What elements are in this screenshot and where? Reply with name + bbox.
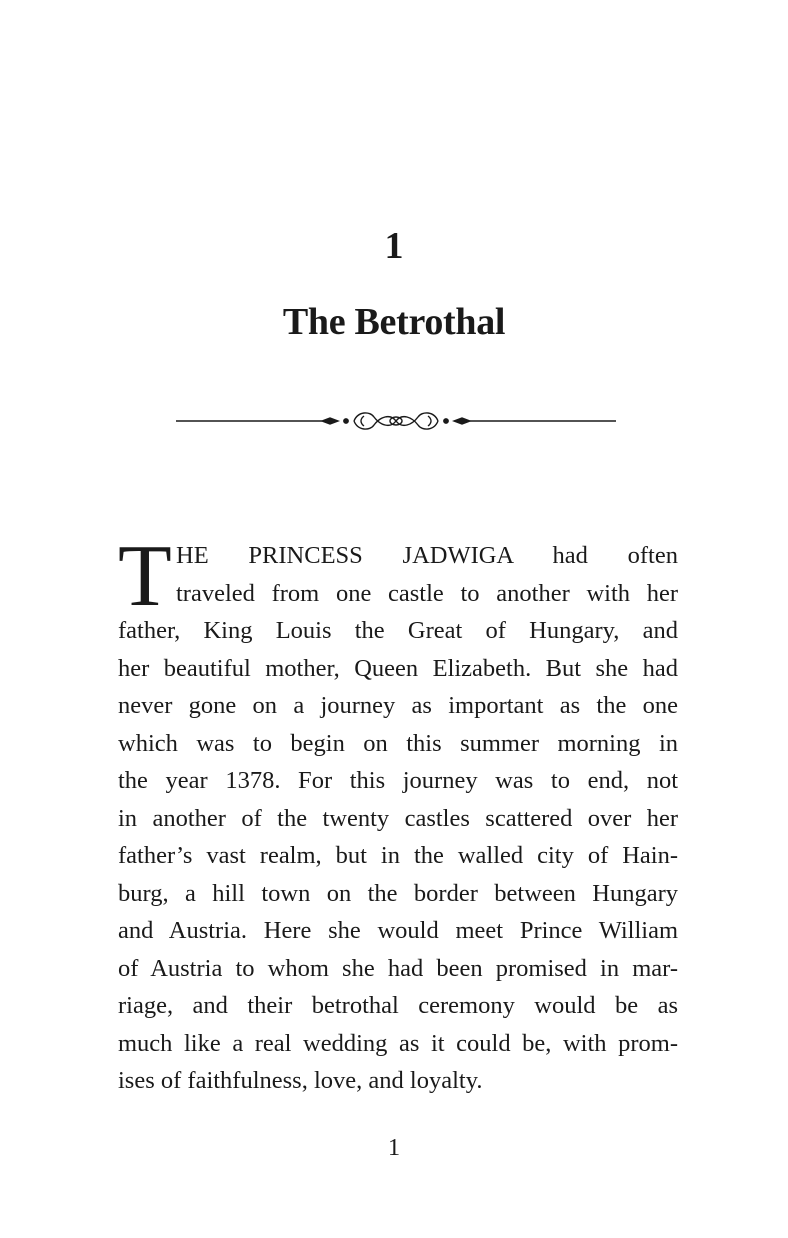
flourish-divider-icon	[176, 405, 616, 437]
drop-cap: T	[118, 528, 172, 625]
text-line: ises of faithfulness, love, and loyalty.	[118, 1067, 483, 1094]
chapter-title: The Betrothal	[282, 301, 506, 343]
text-line: HE PRINCESS JADWIGA had often	[176, 542, 678, 569]
text-line: which was to begin on this summer morning in	[118, 729, 678, 757]
text-line: her beautiful mother, Queen Elizabeth. But she had	[118, 654, 678, 682]
text-line: the year 1378. For this journey was to end, not	[118, 767, 678, 794]
text-line: riage, and their betrothal ceremony would be as	[118, 992, 678, 1019]
chapter-number: 1	[384, 225, 404, 267]
text-line: father’s vast realm, but in the walled city of Hain-	[118, 842, 678, 869]
chapter-body	[118, 528, 678, 1100]
text-line: and Austria. Here she would meet Prince William	[118, 917, 678, 944]
page-number: 1	[387, 1134, 401, 1161]
text-line: in another of the twenty castles scattered over her	[118, 804, 678, 832]
text-line: never gone on a journey as important as the one	[118, 692, 678, 719]
text-line: father, King Louis the Great of Hungary, and	[118, 617, 678, 644]
text-line: burg, a hill town on the border between Hungary	[118, 879, 678, 907]
text-line: of Austria to whom she had been promised in mar-	[118, 954, 678, 982]
text-line: traveled from one castle to another with her	[176, 579, 678, 607]
text-line: much like a real wedding as it could be, with prom-	[118, 1029, 678, 1057]
